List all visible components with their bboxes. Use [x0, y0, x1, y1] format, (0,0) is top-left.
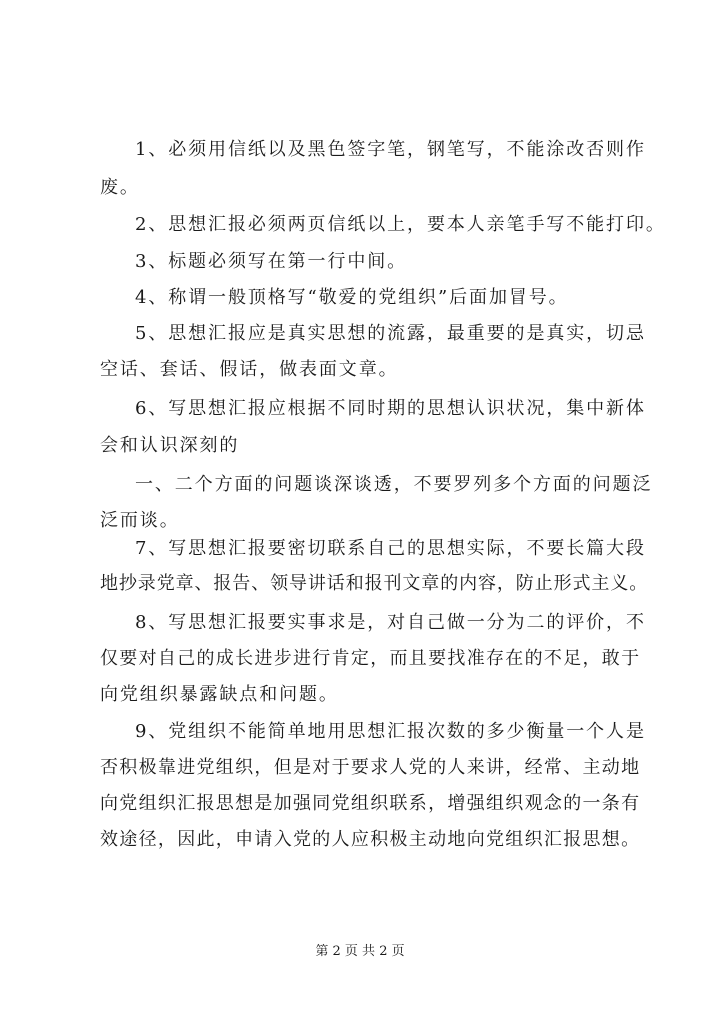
text-line: 废。: [100, 177, 140, 198]
text-line: 3、标题必须写在第一行中间。: [135, 251, 408, 272]
text-line: 仅要对自己的成长进步进行肯定，而且要找准存在的不足，敢于: [100, 648, 641, 669]
text-line: 空话、套话、假话，做表面文章。: [100, 359, 399, 380]
text-line: 6、写思想汇报应根据不同时期的思想认识状况，集中新体: [135, 398, 646, 419]
text-line: 8、写思想汇报要实事求是，对自己做一分为二的评价，不: [135, 612, 646, 633]
text-line: 泛而谈。: [100, 510, 180, 531]
text-line: 否积极靠进党组织，但是对于要求人党的人来讲，经常、主动地: [100, 757, 641, 778]
text-line: 向党组织暴露缺点和问题。: [100, 684, 339, 705]
text-line: 4、称谓一般顶格写“敬爱的党组织”后面加冒号。: [135, 287, 569, 308]
text-line: 一、二个方面的问题谈深谈透，不要罗列多个方面的问题泛: [135, 474, 653, 495]
text-line: 7、写思想汇报要密切联系自己的思想实际，不要长篇大段: [135, 538, 646, 559]
text-line: 向党组织汇报思想是加强同党组织联系，增强组织观念的一条有: [100, 793, 641, 814]
text-line: 2、思想汇报必须两页信纸以上，要本人亲笔手写不能打印。: [135, 214, 666, 235]
text-line: 5、思想汇报应是真实思想的流露，最重要的是真实，切忌: [135, 323, 646, 344]
page-footer: 第 2 页 共 2 页: [315, 944, 405, 959]
text-line: 1、必须用信纸以及黑色签字笔，钢笔写，不能涂改否则作: [135, 139, 646, 160]
text-line: 地抄录党章、报告、领导讲话和报刊文章的内容，防止形式主义。: [100, 573, 649, 594]
text-line: 9、党组织不能简单地用思想汇报次数的多少衡量一个人是: [135, 721, 646, 742]
text-line: 效途径，因此，申请入党的人应积极主动地向党组织汇报思想。: [100, 829, 641, 850]
text-line: 会和认识深刻的: [100, 435, 240, 456]
